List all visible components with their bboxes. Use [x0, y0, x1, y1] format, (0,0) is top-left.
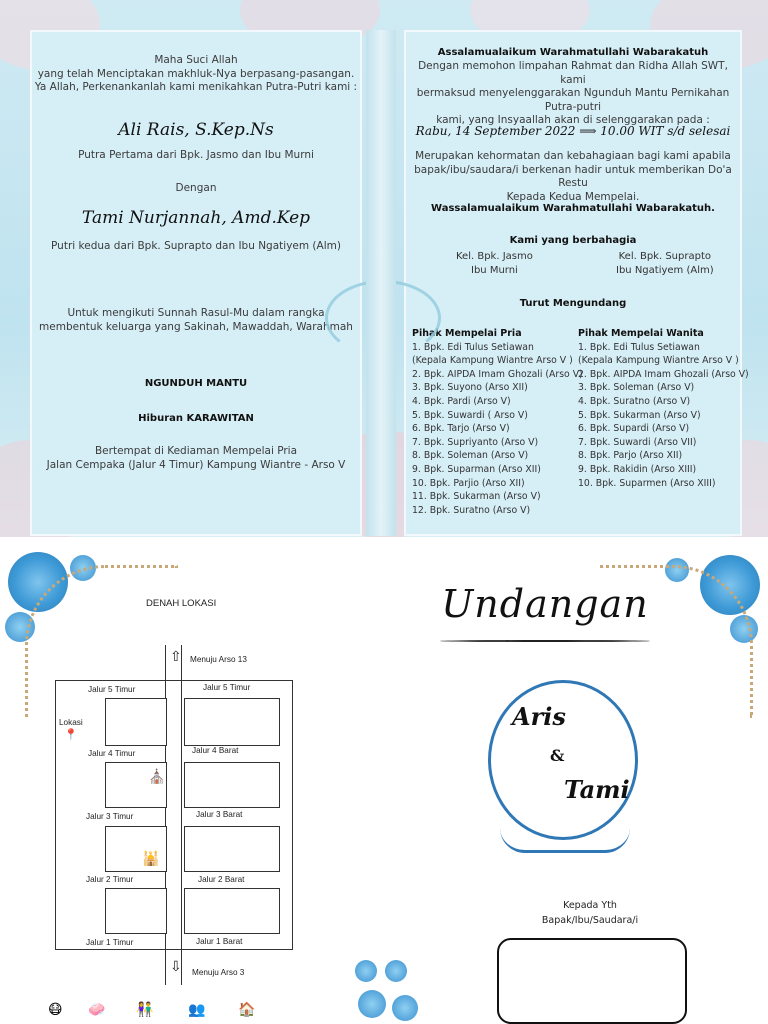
- invitee-item: 1. Bpk. Edi Tulus Setiawan: [578, 341, 700, 353]
- blue-rose-decoration: [385, 960, 407, 982]
- mosque-icon: 🕌: [142, 850, 160, 866]
- street-label: Jalur 4 Barat: [192, 746, 239, 755]
- location-pin-icon: 📍: [64, 729, 78, 741]
- cover-title: Undangan: [441, 582, 649, 626]
- venue-line: Bertempat di Kediaman Mempelai Pria: [94, 445, 298, 457]
- event-time: 10.00 WIT s/d selesai: [600, 124, 731, 138]
- bride-side-list: [578, 327, 749, 490]
- street-label: Jalur 5 Timur: [203, 683, 251, 692]
- intro-line: bermaksud menyelenggarakan Ngunduh Mantu Pernikahan Putra-putri: [416, 87, 730, 113]
- invitee-item: 7. Bpk. Suwardi (Arso VII): [578, 436, 697, 448]
- map-block: [184, 698, 280, 746]
- invitee-item: 8. Bpk. Parjo (Arso XII): [578, 450, 683, 462]
- recipient-heading: Kepada Yth Bapak/Ibu/Saudara/i: [541, 900, 639, 926]
- family-bride: Kel. Bpk. Suprapto Ibu Ngatiyem (Alm): [616, 251, 714, 276]
- family-groom: Kel. Bpk. Jasmo Ibu Murni: [456, 251, 533, 276]
- ampersand: &: [550, 746, 565, 765]
- groom-name: Ali Rais, S.Kep.Ns: [118, 120, 274, 140]
- blue-rose-decoration: [392, 995, 418, 1021]
- blue-rose-decoration: [355, 960, 377, 982]
- honor-line: Kepada Kedua Mempelai.: [506, 190, 640, 203]
- invitee-item: (Kepala Kampung Wiantre Arso V ): [578, 355, 739, 367]
- street-label: Jalur 2 Timur: [86, 875, 134, 884]
- map-block: [105, 698, 167, 746]
- invitee-item: 12. Bpk. Suratno (Arso V): [412, 504, 531, 516]
- monogram-ornament: [500, 828, 630, 853]
- invitee-item: 4. Bpk. Suratno (Arso V): [578, 395, 691, 407]
- invitee-item: 10. Bpk. Parjio (Arso XII): [412, 477, 525, 489]
- cover-name-1: Aris: [512, 702, 566, 731]
- inviting-title: Turut Mengundang: [519, 298, 627, 309]
- map-block: [184, 762, 280, 808]
- invitee-item: 6. Bpk. Supardi (Arso V): [578, 423, 690, 435]
- invitee-item: 2. Bpk. AIPDA Imam Ghozali (Arso V): [412, 368, 583, 380]
- arrow-right-icon: ⟹: [579, 124, 597, 138]
- recipient-box: [497, 938, 687, 1024]
- handwash-icon: 🧼: [88, 1002, 106, 1018]
- map-block: [184, 826, 280, 872]
- invitee-item: 8. Bpk. Soleman (Arso V): [412, 450, 529, 462]
- church-icon: ⛪: [148, 768, 166, 784]
- invitee-item: 10. Bpk. Suparmen (Arso XIII): [578, 477, 716, 489]
- event-datetime: [406, 124, 740, 138]
- invitee-item: 9. Bpk. Suparman (Arso XII): [412, 463, 541, 475]
- intro-line: kami, yang Insyaallah akan di selenggarakan pada :: [436, 114, 710, 126]
- blue-rose-decoration: [358, 990, 386, 1018]
- map-title: DENAH LOKASI: [146, 598, 217, 609]
- center-fold: [366, 30, 396, 536]
- intro-line: Ya Allah, Perkenankanlah kami menikahkan Putra-Putri kami :: [34, 81, 358, 93]
- title-flourish: [440, 640, 650, 642]
- street-label: Jalur 4 Timur: [88, 749, 136, 758]
- street-label: Jalur 1 Timur: [86, 938, 134, 947]
- stay-home-icon: 🏠: [238, 1002, 256, 1018]
- arrow-up-icon: ⇧: [170, 648, 182, 664]
- no-crowd-icon: 👥: [188, 1002, 206, 1018]
- intro-line: Dengan memohon limpahan Rahmat dan Ridha Allah SWT, kami: [418, 60, 728, 86]
- groom-side-title: Pihak Mempelai Pria: [412, 328, 522, 339]
- distance-icon: 👫: [136, 1002, 154, 1018]
- invitee-item: (Kepala Kampung Wiantre Arso V ): [412, 355, 573, 367]
- street-label: Jalur 3 Timur: [86, 812, 134, 821]
- intro-line: Maha Suci Allah: [154, 54, 238, 66]
- bride-name: Tami Nurjannah, Amd.Kep: [81, 208, 311, 228]
- salam: Assalamualaikum Warahmatullahi Wabarakatuh: [437, 47, 709, 58]
- invitee-item: 1. Bpk. Edi Tulus Setiawan: [412, 341, 534, 353]
- location-label: Lokasi: [59, 718, 83, 727]
- invitee-item: 11. Bpk. Sukarman (Arso V): [412, 491, 541, 503]
- invitee-item: 6. Bpk. Tarjo (Arso V): [412, 423, 510, 435]
- invitee-item: 3. Bpk. Soleman (Arso V): [578, 382, 695, 394]
- invitee-item: 7. Bpk. Supriyanto (Arso V): [412, 436, 539, 448]
- right-panel: [404, 30, 749, 536]
- invitee-item: 3. Bpk. Suyono (Arso XII): [412, 382, 528, 394]
- event-date: Rabu, 14 September 2022: [415, 124, 576, 138]
- groom-side-list: [412, 327, 583, 517]
- groom-parents: Putra Pertama dari Bpk. Jasmo dan Ibu Murni: [78, 149, 314, 161]
- bride-side-title: Pihak Mempelai Wanita: [578, 328, 704, 339]
- sunnah-line: membentuk keluarga yang Sakinah, Mawaddah, Warahmah: [39, 320, 353, 333]
- invitee-item: 4. Bpk. Pardi (Arso V): [412, 395, 511, 407]
- north-direction: Menuju Arso 13: [190, 655, 247, 664]
- invitee-item: 9. Bpk. Rakidin (Arso XIII): [578, 463, 697, 475]
- invitee-item: 5. Bpk. Suwardi ( Arso V): [412, 409, 528, 421]
- honor-line: Merupakan kehormatan dan kebahagiaan bagi kami apabila: [415, 150, 731, 162]
- map-block: [184, 888, 280, 934]
- street-label: Jalur 2 Barat: [198, 875, 245, 884]
- honor-line: bapak/ibu/saudara/i berkenan hadir untuk memberikan Do'a Restu: [414, 163, 732, 189]
- street-label: Jalur 5 Timur: [88, 685, 136, 694]
- with-text: Dengan: [175, 182, 217, 194]
- street-label: Jalur 3 Barat: [196, 810, 243, 819]
- venue-line: Jalan Cempaka (Jalur 4 Timur) Kampung Wiantre - Arso V: [46, 458, 346, 471]
- invitee-item: 5. Bpk. Sukarman (Arso V): [578, 409, 701, 421]
- arrow-down-icon: ⇩: [170, 958, 182, 974]
- cover-name-2: Tami: [564, 775, 630, 804]
- mask-icon: 😷: [48, 1002, 63, 1018]
- closing: Wassalamualaikum Warahmatullahi Wabarakatuh.: [431, 203, 715, 214]
- happy-title: Kami yang berbahagia: [509, 235, 637, 246]
- event-title: NGUNDUH MANTU: [144, 378, 248, 389]
- street-label: Jalur 1 Barat: [196, 937, 243, 946]
- entertainment: Hiburan KARAWITAN: [138, 413, 254, 424]
- bride-parents: Putri kedua dari Bpk. Suprapto dan Ibu Ngatiyem (Alm): [51, 240, 341, 252]
- map-block: [105, 888, 167, 934]
- left-panel: [30, 30, 362, 536]
- intro-line: yang telah Menciptakan makhluk-Nya berpasang-pasangan.: [37, 67, 355, 80]
- sunnah-line: Untuk mengikuti Sunnah Rasul-Mu dalam rangka: [67, 307, 325, 319]
- south-direction: Menuju Arso 3: [192, 968, 245, 977]
- invitee-item: 2. Bpk. AIPDA Imam Ghozali (Arso V): [578, 368, 749, 380]
